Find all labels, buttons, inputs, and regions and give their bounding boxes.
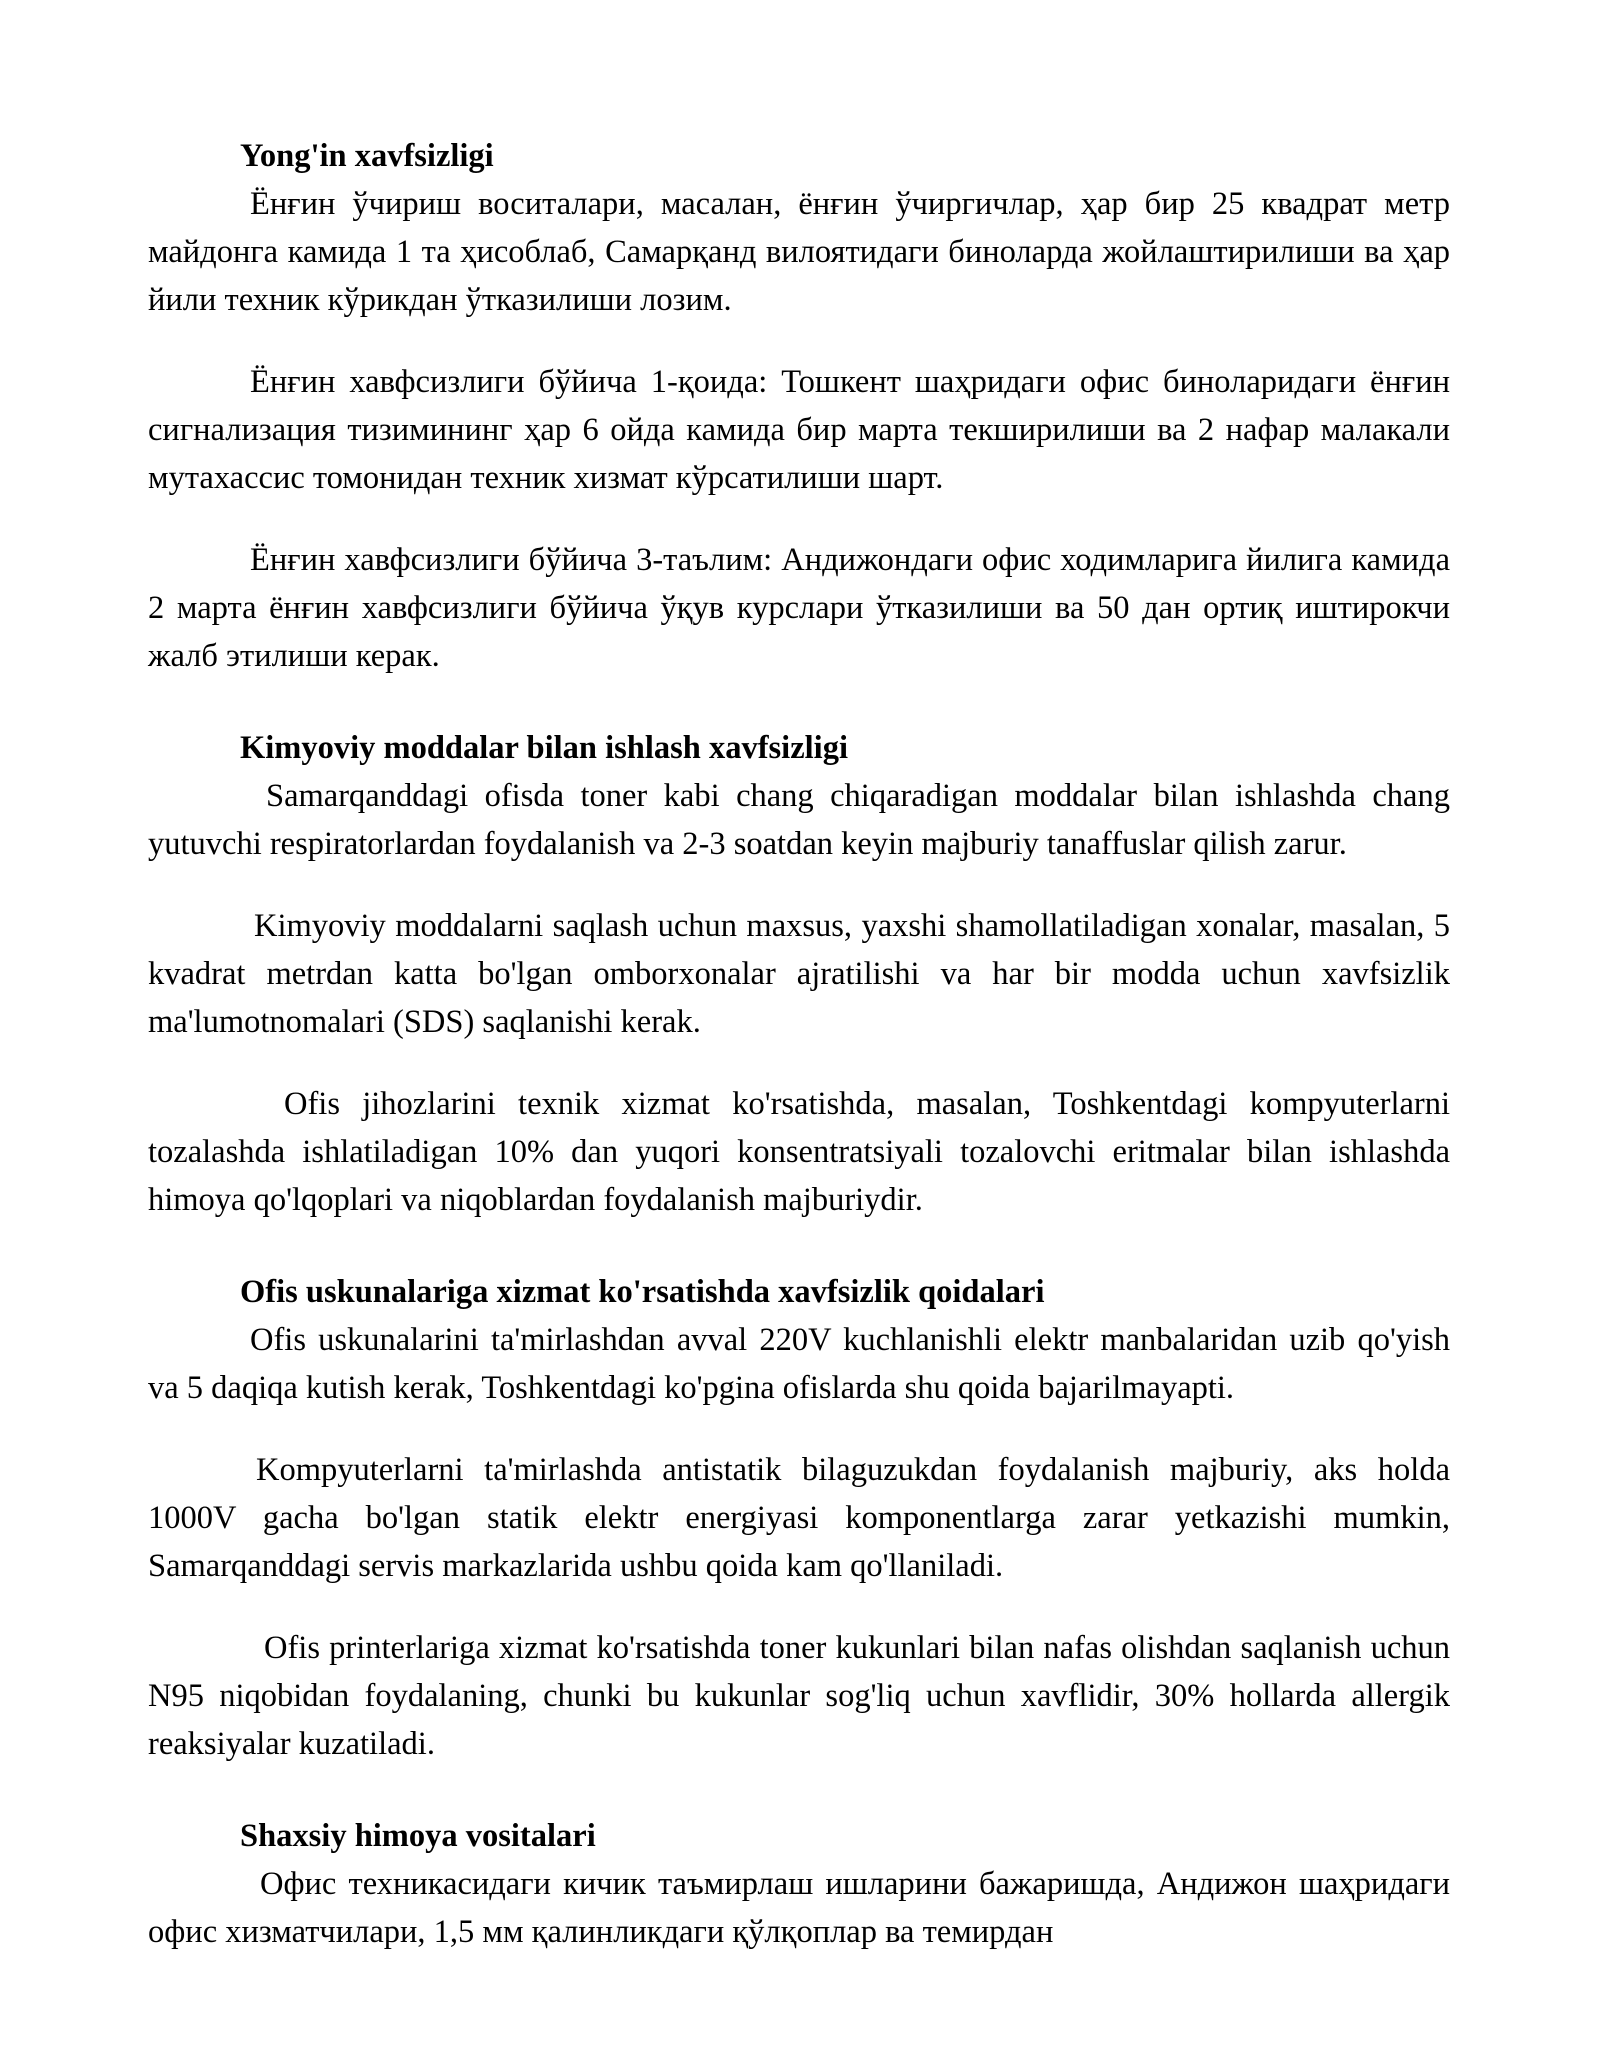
paragraph-text: Ofis jihozlarini texnik xizmat ko'rsatishda, masalan, Toshkentdagi kompyuterlarni tozalashda ishlatiladigan 10% dan yuqori konsentratsiyali tozalovchi eritmalar bilan ishlashda himoya qo'lqoplari va niqoblardan foydalanish majburiydir. xyxy=(148,1086,1450,1218)
paragraph xyxy=(148,1316,1450,1412)
paragraph xyxy=(148,1860,1450,1956)
paragraph-text: Kimyoviy moddalarni saqlash uchun maxsus, yaxshi shamollatiladigan xonalar, masalan, 5 kvadrat metrdan katta bo'lgan omborxonalar ajratilishi va har bir modda uchun xavfsizlik ma'lumotnomalari (SDS) saqlanishi kerak. xyxy=(148,908,1450,1040)
paragraph xyxy=(148,358,1450,502)
paragraph xyxy=(148,902,1450,1046)
paragraph xyxy=(148,772,1450,868)
paragraph-text: Ofis printerlariga xizmat ko'rsatishda toner kukunlari bilan nafas olishdan saqlanish uchun N95 niqobidan foydalaning, chunki bu kukunlar sog'liq uchun xavflidir, 30% hollarda allergik reaksiyalar kuzatiladi. xyxy=(148,1630,1450,1762)
document-page xyxy=(148,132,1450,1956)
paragraph xyxy=(148,180,1450,324)
paragraph xyxy=(148,1624,1450,1768)
paragraph-text: Ёнғин хавфсизлиги бўйича 3-таълим: Андижондаги офис ходимларига йилига камида 2 марта ёнғин хавфсизлиги бўйича ўқув курслари ўтказилиши ва 50 дан ортиқ иштирокчи жалб этилиши керак. xyxy=(148,542,1450,674)
paragraph-text: Ёнғин хавфсизлиги бўйича 1-қоида: Тошкент шаҳридаги офис биноларидаги ёнғин сигнализация тизимининг ҳар 6 ойда камида бир марта текширилиши ва 2 нафар малакали мутахассис томонидан техник хизмат кўрсатилиши шарт. xyxy=(148,364,1450,496)
paragraph xyxy=(148,1446,1450,1590)
section-heading-fire-safety: Yong'in xavfsizligi xyxy=(240,138,494,174)
paragraph-text: Ёнғин ўчириш воситалари, масалан, ёнғин ўчиргичлар, ҳар бир 25 квадрат метр майдонга камида 1 та ҳисоблаб, Самарқанд вилоятидаги биноларда жойлаштирилиши ва ҳар йили техник кўрикдан ўтказилиши лозим. xyxy=(148,186,1450,318)
paragraph-text: Офис техникасидаги кичик таъмирлаш ишларини бажаришда, Андижон шаҳридаги офис хизматчилари, 1,5 мм қалинликдаги қўлқоплар ва темирдан xyxy=(148,1866,1450,1950)
paragraph-text: Samarqanddagi ofisda toner kabi chang chiqaradigan moddalar bilan ishlashda chang yutuvchi respiratorlardan foydalanish va 2-3 soatdan keyin majburiy tanaffuslar qilish zarur. xyxy=(148,778,1450,862)
paragraph xyxy=(148,536,1450,680)
section-heading-personal-protective-equipment: Shaxsiy himoya vositalari xyxy=(240,1818,596,1854)
paragraph xyxy=(148,1080,1450,1224)
section-heading-office-equipment-safety: Ofis uskunalariga xizmat ko'rsatishda xavfsizlik qoidalari xyxy=(240,1274,1045,1310)
paragraph-text: Ofis uskunalarini ta'mirlashdan avval 220V kuchlanishli elektr manbalaridan uzib qo'yish va 5 daqiqa kutish kerak, Toshkentdagi ko'pgina ofislarda shu qoida bajarilmayapti. xyxy=(148,1322,1450,1406)
paragraph-text: Kompyuterlarni ta'mirlashda antistatik bilaguzukdan foydalanish majburiy, aks holda 1000V gacha bo'lgan statik elektr energiyasi komponentlarga zarar yetkazishi mumkin, Samarqanddagi servis markazlarida ushbu qoida kam qo'llaniladi. xyxy=(148,1452,1450,1584)
section-heading-chemical-safety: Kimyoviy moddalar bilan ishlash xavfsizligi xyxy=(240,730,848,766)
